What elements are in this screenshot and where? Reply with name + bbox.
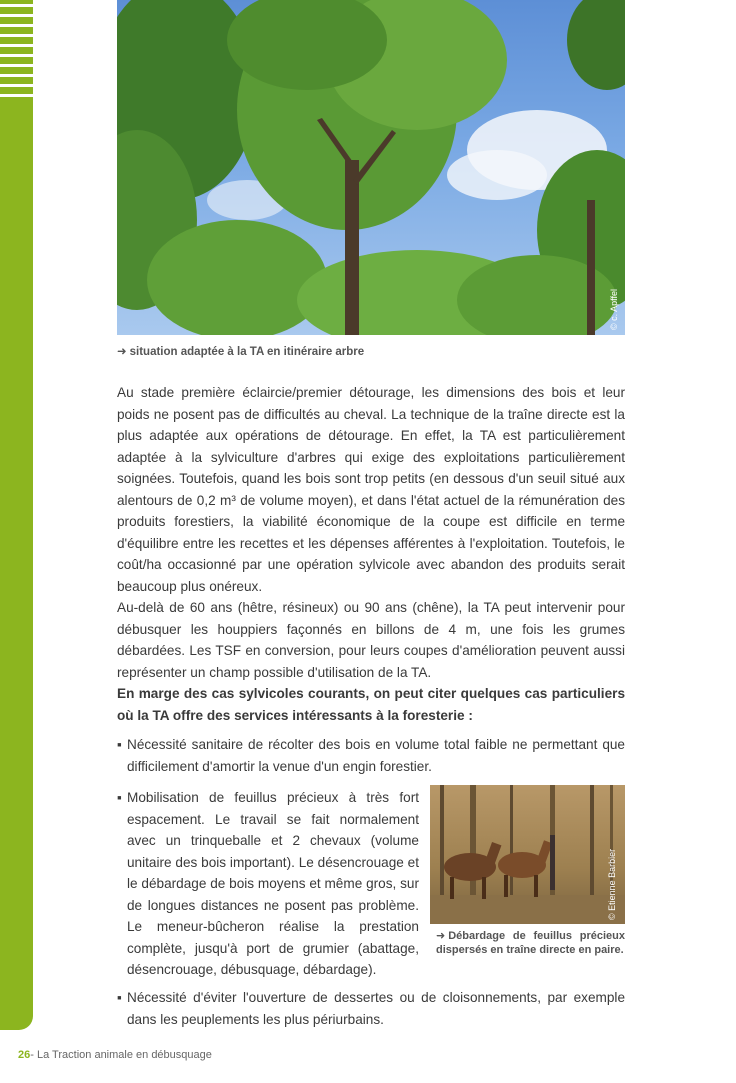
bullet-item <box>117 787 419 981</box>
page-footer <box>18 1049 212 1061</box>
photo-credit: © Etienne Barbier <box>607 848 617 920</box>
footer-title: - La Traction animale en débusquage <box>30 1049 212 1061</box>
horses-illustration <box>430 785 625 924</box>
bullet-icon: ▪ <box>117 737 122 752</box>
photo-caption-text: Débardage de feuillus précieux dispersés en traîne directe en paire. <box>436 930 625 956</box>
forest-photo <box>117 0 625 335</box>
paragraph: Au-delà de 60 ans (hêtre, résineux) ou 90 ans (chêne), la TA peut intervenir pour débusquer les houppiers façonnés en billons de 4 m, une fois les grumes débardées. Les TSF en conversion, pour leurs coupes d'amélioration peuvent aussi représenter un champ possible d'utilisation de la TA. <box>117 600 625 680</box>
photo-credit: © c. Apffel <box>609 289 619 330</box>
band-stripes <box>0 0 33 100</box>
bullet-text: Nécessité d'éviter l'ouverture de dessertes ou de cloisonnements, par exemple dans les peuplements les plus périurbains. <box>127 990 625 1027</box>
bullet-item <box>117 734 625 777</box>
left-color-band <box>0 0 33 1030</box>
bullet-item <box>117 987 625 1030</box>
bullet-icon: ▪ <box>117 990 122 1005</box>
paragraph: Au stade première éclaircie/premier détourage, les dimensions des bois et leur poids ne posent pas de difficultés au cheval. La technique de la traîne directe est la plus adaptée aux opérations de détourage. En effet, la TA est particulièrement adaptée à la sylviculture d'arbres qui exige des exploitations particulièrement soignées. Toutefois, quand les bois sont trop petits (en dessous d'un seuil situé aux alentours de 0,2 m³ de volume moyen), et dans l'état actuel de la rémunération des produits forestiers, la viabilité économique de la coupe est difficile en terme d'équilibre entre les recettes et les dépenses afférentes à l'exploitation. Toutefois, le coût/ha occasionné par une opération sylvicole avec abandon des produits serait beaucoup plus onéreux. <box>117 385 625 594</box>
photo-caption <box>436 929 625 957</box>
photo-caption <box>117 344 364 358</box>
forest-illustration <box>117 0 625 335</box>
bullet-text: Nécessité sanitaire de récolter des bois en volume total faible ne permettant que difficilement d'amortir la venue d'un engin forestier. <box>127 737 625 774</box>
horses-photo <box>430 785 625 924</box>
arrow-right-icon: ➜ <box>117 346 127 358</box>
bold-paragraph: En marge des cas sylvicoles courants, on peut citer quelques cas particuliers où la TA offre des services intéressants à la foresterie : <box>117 686 625 723</box>
page-number: 26 <box>18 1049 31 1061</box>
bullet-text: Mobilisation de feuillus précieux à très fort espacement. Le travail se fait normalement avec un trinqueballe et 2 chevaux (volume unitaire des bois important). Le désencrouage et le débardage de bois moyens et même gros, sur de longues distances ne posent pas problème. Le meneur-bûcheron réalise la prestation complète, jusqu'à port de grumier (abattage, désencrouage, débusquage, débardage). <box>127 790 419 977</box>
photo-caption-text: situation adaptée à la TA en itinéraire arbre <box>129 346 365 358</box>
body-text <box>117 382 625 726</box>
arrow-right-icon: ➜ <box>436 930 446 942</box>
bullet-icon: ▪ <box>117 790 122 805</box>
